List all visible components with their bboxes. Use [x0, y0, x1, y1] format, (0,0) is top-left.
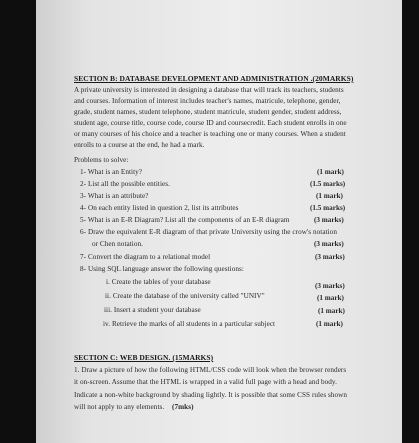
section-c-heading: SECTION C: WEB DESIGN. (15MARKS): [74, 353, 214, 362]
question-item: [80, 192, 149, 200]
question-text: Convert the diagram to a relational model: [87, 253, 211, 261]
question-text: On each entity listed in question 2, list its attributes: [87, 204, 239, 212]
scenario-line: enrolls to a course at the end, he had a mark.: [74, 141, 205, 149]
sql-question-item: [104, 306, 201, 314]
section-c-line-text: will not apply to any elements.: [74, 403, 165, 411]
question-number: 2-: [80, 180, 87, 188]
question-text: What is an Entity?: [87, 168, 143, 176]
question-item: [80, 253, 210, 261]
question-number: 7-: [80, 253, 87, 261]
sql-question-number: iii.: [104, 306, 112, 314]
question-marks: (3 marks): [314, 240, 344, 248]
question-text-continued: or Chen notation.: [92, 240, 143, 248]
question-item: [80, 180, 170, 188]
sql-question-item: [103, 320, 275, 328]
scenario-line: grade, student names, student telephone, student matricule, student gender, student address,: [74, 108, 342, 116]
sql-question-item: [105, 292, 265, 300]
sql-question-text: Create the database of the university called "UNIV": [112, 292, 265, 300]
question-text: List all the possible entities.: [87, 180, 170, 188]
question-number: 3-: [80, 192, 87, 200]
sql-question-marks: (1 mark): [318, 307, 345, 315]
sql-question-number: ii.: [105, 292, 111, 300]
question-item: [80, 265, 244, 273]
sql-question-text: Insert a student your database: [113, 306, 201, 314]
question-text: What is an E-R Diagram? List all the components of an E-R diagram: [87, 216, 290, 224]
section-c-marks: (7mks): [172, 403, 194, 411]
question-item: [80, 216, 289, 224]
question-marks: (3 marks): [315, 253, 345, 261]
question-text: Using SQL language answer the following questions:: [87, 265, 244, 273]
sql-question-number: i.: [106, 278, 110, 286]
question-marks: (1 mark): [317, 168, 344, 176]
sql-question-text: Retrieve the marks of all students in a particular subject: [111, 320, 276, 328]
question-number: 6-: [80, 228, 87, 236]
question-marks: (1.5 marks): [310, 180, 346, 188]
question-item: [80, 228, 337, 236]
section-c-line: Indicate a non-white background by shading lightly. It is possible that some CSS rules shown: [74, 391, 348, 399]
question-item: [80, 168, 142, 176]
problems-label: Problems to solve:: [74, 156, 129, 164]
scenario-line: or many courses of his choice and a teacher is teaching one or many courses. When a student: [74, 130, 346, 138]
question-text: What is an attribute?: [87, 192, 149, 200]
sql-question-marks: (1 mark): [316, 320, 343, 328]
question-number: 8-: [80, 265, 87, 273]
sql-question-marks: (3 marks): [315, 282, 345, 290]
question-number: 1-: [80, 168, 87, 176]
sql-question-text: Create the tables of your database: [111, 278, 211, 286]
section-c-line: it on-screen. Assume that the HTML is wrapped in a valid full page with a head and body.: [74, 378, 337, 386]
scenario-line: and courses. Information of interest includes teacher's names, matricule, telephone, gender,: [74, 97, 341, 105]
sql-question-marks: (1 mark): [317, 294, 344, 302]
scenario-line: student age, course title, course code, course ID and coursecredit. Each student enrolls in one: [74, 119, 347, 127]
question-item: [80, 204, 238, 212]
section-b-heading: SECTION B: DATABASE DEVELOPMENT AND ADMINISTRATION .(20MARKS): [74, 74, 354, 83]
section-c-line: 1. Draw a picture of how the following HTML/CSS code will look when the browser renders: [74, 366, 347, 374]
section-c-line: [74, 403, 194, 411]
sql-question-number: iv.: [103, 320, 111, 328]
question-number: 5-: [80, 216, 87, 224]
scenario-line: A private university is interested in designing a database that will track its teachers, students: [74, 86, 344, 94]
question-marks: (1 mark): [316, 192, 343, 200]
question-marks: (1.5 marks): [310, 204, 346, 212]
question-text: Draw the equivalent E-R diagram of that private University using the crow's notation: [87, 228, 337, 236]
question-marks: (3 marks): [314, 216, 344, 224]
question-number: 4-: [80, 204, 87, 212]
sql-question-item: [106, 278, 211, 286]
